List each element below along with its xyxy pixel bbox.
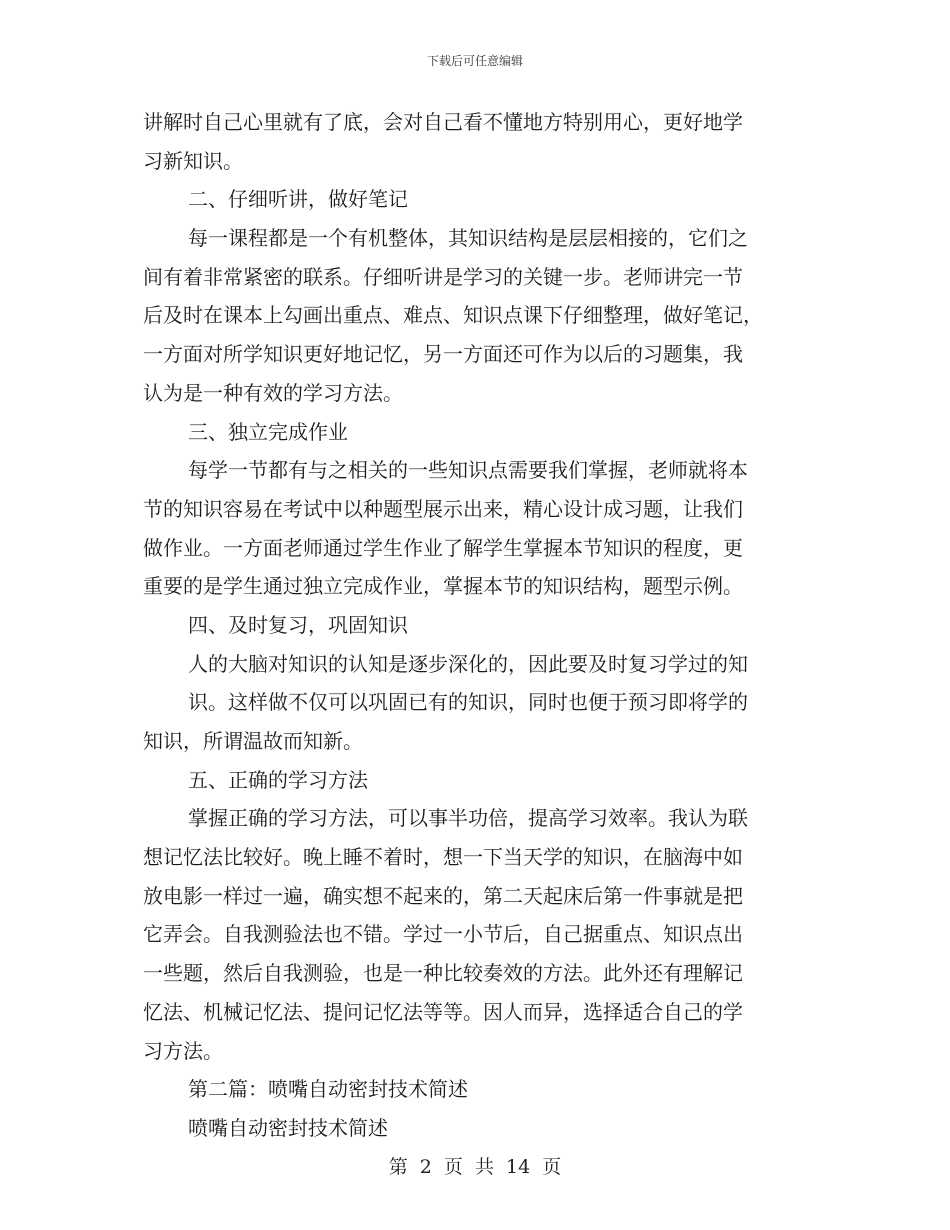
- text-line: 一方面对所学知识更好地记忆，另一方面还可作为以后的习题集，我: [143, 342, 743, 367]
- text-line: 想记忆法比较好。晚上睡不着时，想一下当天学的知识，在脑海中如: [143, 845, 743, 870]
- text-line: 间有着非常紧密的联系。仔细听讲是学习的关键一步。老师讲完一节: [143, 264, 743, 289]
- text-line: 放电影一样过一遍，确实想不起来的，第二天起床后第一件事就是把: [143, 883, 743, 908]
- footer-page-mid: 页: [443, 1156, 463, 1178]
- text-line: 一些题，然后自我测验，也是一种比较奏效的方法。此外还有理解记: [143, 961, 743, 986]
- text-line: 喷嘴自动密封技术简述: [188, 1115, 388, 1140]
- text-line: 每学一节都有与之相关的一些知识点需要我们掌握，老师就将本: [188, 458, 748, 483]
- text-line: 第二篇：喷嘴自动密封技术简述: [188, 1077, 468, 1102]
- text-line: 知识，所谓温故而知新。: [143, 729, 363, 753]
- text-line: 讲解时自己心里就有了底，会对自己看不懂地方特别用心，更好地学: [143, 110, 743, 134]
- footer-page-number: 2: [419, 1156, 432, 1178]
- page-footer: [0, 1152, 950, 1179]
- text-line: 后及时在课本上勾画出重点、难点、知识点课下仔细整理，做好笔记，: [143, 303, 763, 328]
- text-line: 重要的是学生通过独立完成作业，掌握本节的知识结构，题型示例。: [143, 574, 743, 599]
- text-line: 它弄会。自我测验法也不错。学过一小节后，自己据重点、知识点出: [143, 922, 743, 947]
- text-line: 习方法。: [143, 1038, 223, 1063]
- text-line: 二、仔细听讲，做好笔记: [188, 187, 408, 212]
- text-line: 做作业。一方面老师通过学生作业了解学生掌握本节知识的程度，更: [143, 535, 743, 560]
- footer-page-prefix: 第: [388, 1156, 408, 1178]
- text-line: 识。这样做不仅可以巩固已有的知识，同时也便于预习即将学的: [188, 690, 748, 715]
- text-line: 每一课程都是一个有机整体，其知识结构是层层相接的，它们之: [188, 226, 748, 251]
- text-line: 节的知识容易在考试中以种题型展示出来，精心设计成习题，让我们: [143, 496, 743, 521]
- text-line: 习新知识。: [143, 148, 243, 173]
- footer-page-suffix: 页: [542, 1156, 562, 1178]
- page-header-note: 下载后可任意编辑: [426, 54, 523, 68]
- text-line: 三、独立完成作业: [188, 419, 348, 444]
- text-line: 认为是一种有效的学习方法。: [143, 380, 403, 405]
- document-body: [143, 103, 803, 1148]
- text-line: 掌握正确的学习方法，可以事半功倍，提高学习效率。我认为联: [188, 806, 748, 831]
- footer-total-pages: 14: [506, 1156, 531, 1178]
- text-line: 五、正确的学习方法: [188, 767, 368, 792]
- text-line: 忆法、机械记忆法、提问记忆法等等。因人而异，选择适合自己的学: [143, 999, 743, 1024]
- text-line: 四、及时复习，巩固知识: [188, 612, 408, 637]
- footer-total-prefix: 共: [474, 1156, 494, 1178]
- text-line: 人的大脑对知识的认知是逐步深化的，因此要及时复习学过的知: [188, 651, 748, 676]
